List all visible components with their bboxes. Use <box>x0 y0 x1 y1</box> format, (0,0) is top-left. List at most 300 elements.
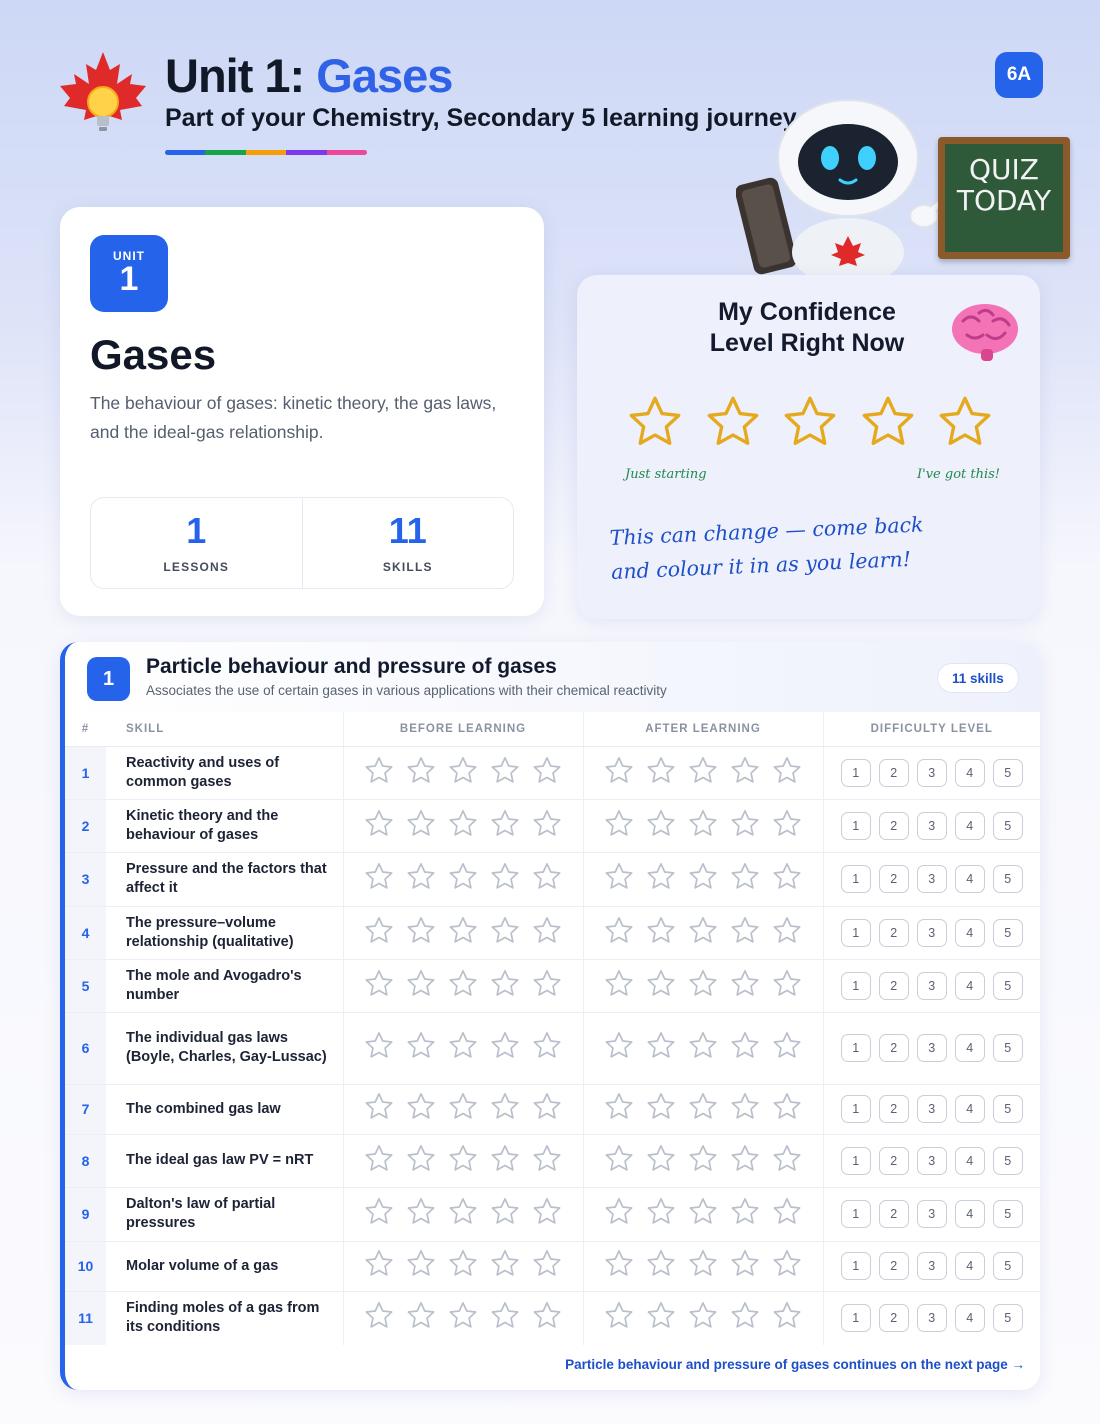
difficulty-option[interactable]: 5 <box>993 1304 1023 1332</box>
difficulty-option[interactable]: 4 <box>955 1252 985 1280</box>
before-learning-star-rating[interactable] <box>363 1300 563 1336</box>
skill-number: 10 <box>65 1241 106 1291</box>
skill-row <box>65 1241 1040 1291</box>
star-icon[interactable] <box>447 755 479 791</box>
star-icon[interactable] <box>687 968 719 1004</box>
difficulty-option[interactable]: 3 <box>917 812 947 840</box>
star-icon[interactable] <box>645 1091 677 1127</box>
star-icon[interactable] <box>405 1030 437 1066</box>
star-icon[interactable] <box>363 755 395 791</box>
after-learning-cell <box>583 906 823 959</box>
after-learning-star-rating[interactable] <box>603 915 803 951</box>
difficulty-selector[interactable] <box>841 812 1023 840</box>
difficulty-option[interactable]: 4 <box>955 812 985 840</box>
column-header-difficulty: DIFFICULTY LEVEL <box>823 712 1040 746</box>
difficulty-option[interactable]: 5 <box>993 1147 1023 1175</box>
skill-row <box>65 1291 1040 1345</box>
section-subtitle: Associates the use of certain gases in various applications with their chemical reactivity <box>146 683 667 698</box>
skill-row <box>65 1012 1040 1084</box>
before-learning-cell <box>343 1134 583 1187</box>
star-icon[interactable] <box>687 1143 719 1179</box>
star-icon[interactable] <box>771 1196 803 1232</box>
difficulty-option[interactable]: 2 <box>879 1304 909 1332</box>
difficulty-option[interactable]: 3 <box>917 919 947 947</box>
star-icon[interactable] <box>771 861 803 897</box>
difficulty-option[interactable]: 1 <box>841 1304 871 1332</box>
before-learning-star-rating[interactable] <box>363 755 563 791</box>
robot-mascot <box>736 96 951 276</box>
quiz-today-chalkboard: QUIZ TODAY <box>938 137 1070 259</box>
maple-leaf-lightbulb-logo <box>58 50 148 142</box>
skill-number: 11 <box>65 1291 106 1345</box>
star-icon[interactable] <box>603 808 635 844</box>
difficulty-selector[interactable] <box>841 865 1023 893</box>
skill-number: 3 <box>65 852 106 906</box>
difficulty-option[interactable]: 2 <box>879 1252 909 1280</box>
after-learning-cell <box>583 799 823 852</box>
skill-number: 5 <box>65 959 106 1012</box>
difficulty-option[interactable]: 3 <box>917 972 947 1000</box>
after-learning-star-rating[interactable] <box>603 1030 803 1066</box>
before-learning-star-rating[interactable] <box>363 1248 563 1284</box>
difficulty-selector[interactable] <box>841 1095 1023 1123</box>
continues-next-page-link[interactable]: Particle behaviour and pressure of gases continues on the next page → <box>565 1357 1025 1372</box>
difficulty-option[interactable]: 3 <box>917 1252 947 1280</box>
star-icon[interactable] <box>531 1300 563 1336</box>
brain-icon <box>949 299 1021 363</box>
rainbow-divider <box>165 150 367 155</box>
after-learning-star-rating[interactable] <box>603 1091 803 1127</box>
skills-table <box>65 712 1040 1345</box>
difficulty-cell <box>823 852 1040 906</box>
star-icon[interactable] <box>771 1091 803 1127</box>
star-icon[interactable] <box>363 1030 395 1066</box>
star-icon[interactable] <box>603 968 635 1004</box>
star-icon[interactable] <box>603 915 635 951</box>
after-learning-cell <box>583 1134 823 1187</box>
star-icon[interactable] <box>771 1143 803 1179</box>
star-icon[interactable] <box>447 1143 479 1179</box>
difficulty-selector[interactable] <box>841 1200 1023 1228</box>
skill-name: Pressure and the factors that affect it <box>106 852 343 906</box>
skill-name: The individual gas laws (Boyle, Charles, Gay-Lussac) <box>106 1012 343 1084</box>
after-learning-star-rating[interactable] <box>603 755 803 791</box>
before-learning-star-rating[interactable] <box>363 1091 563 1127</box>
difficulty-option[interactable]: 4 <box>955 1095 985 1123</box>
difficulty-option[interactable]: 5 <box>993 1200 1023 1228</box>
star-icon[interactable] <box>771 1300 803 1336</box>
star-icon[interactable] <box>645 1248 677 1284</box>
difficulty-cell <box>823 906 1040 959</box>
skill-row <box>65 1084 1040 1134</box>
star-icon[interactable] <box>489 808 521 844</box>
column-header-skill: SKILL <box>106 712 343 746</box>
skill-row <box>65 746 1040 799</box>
star-icon[interactable] <box>687 1248 719 1284</box>
skill-name: The ideal gas law PV = nRT <box>106 1134 343 1187</box>
difficulty-option[interactable]: 4 <box>955 1304 985 1332</box>
difficulty-option[interactable]: 5 <box>993 865 1023 893</box>
star-icon[interactable] <box>531 1196 563 1232</box>
difficulty-option[interactable]: 3 <box>917 865 947 893</box>
before-learning-cell <box>343 746 583 799</box>
difficulty-option[interactable]: 2 <box>879 759 909 787</box>
difficulty-cell <box>823 959 1040 1012</box>
skill-row <box>65 959 1040 1012</box>
difficulty-cell <box>823 1084 1040 1134</box>
star-icon[interactable] <box>405 755 437 791</box>
difficulty-option[interactable]: 1 <box>841 972 871 1000</box>
after-learning-cell <box>583 1291 823 1345</box>
difficulty-selector[interactable] <box>841 1147 1023 1175</box>
star-icon[interactable] <box>729 915 761 951</box>
table-header-row <box>65 712 1040 746</box>
confidence-note: This can change — come back and colour it in as you learn! <box>609 512 924 584</box>
after-learning-cell <box>583 1187 823 1241</box>
star-icon[interactable] <box>405 808 437 844</box>
difficulty-cell <box>823 799 1040 852</box>
star-icon[interactable] <box>363 1248 395 1284</box>
difficulty-option[interactable]: 1 <box>841 759 871 787</box>
skill-number: 2 <box>65 799 106 852</box>
star-icon[interactable] <box>771 968 803 1004</box>
star-icon[interactable] <box>489 1196 521 1232</box>
difficulty-option[interactable]: 5 <box>993 1252 1023 1280</box>
star-icon[interactable] <box>363 1300 395 1336</box>
confidence-star-rating[interactable] <box>625 393 995 456</box>
difficulty-option[interactable]: 2 <box>879 972 909 1000</box>
star-icon[interactable] <box>687 1091 719 1127</box>
level-badge: 6A <box>995 52 1043 98</box>
star-icon[interactable] <box>603 1248 635 1284</box>
star-icon[interactable] <box>447 808 479 844</box>
star-icon[interactable] <box>447 1196 479 1232</box>
star-icon[interactable] <box>531 1248 563 1284</box>
confidence-title: My Confidence Level Right Now <box>709 298 905 357</box>
star-icon[interactable] <box>489 755 521 791</box>
star-icon[interactable] <box>603 1030 635 1066</box>
skill-number: 6 <box>65 1012 106 1084</box>
difficulty-option[interactable]: 4 <box>955 759 985 787</box>
after-learning-star-rating[interactable] <box>603 861 803 897</box>
difficulty-cell <box>823 1134 1040 1187</box>
star-icon[interactable] <box>603 861 635 897</box>
star-icon[interactable] <box>489 1030 521 1066</box>
difficulty-cell <box>823 1012 1040 1084</box>
difficulty-option[interactable]: 1 <box>841 1095 871 1123</box>
star-icon[interactable] <box>405 1091 437 1127</box>
skill-number: 4 <box>65 906 106 959</box>
before-learning-cell <box>343 1241 583 1291</box>
star-icon[interactable] <box>729 1300 761 1336</box>
difficulty-option[interactable]: 4 <box>955 1147 985 1175</box>
star-icon[interactable] <box>489 1300 521 1336</box>
confidence-star-icon[interactable] <box>625 393 685 456</box>
skills-section <box>60 642 1040 1390</box>
star-icon[interactable] <box>687 1030 719 1066</box>
difficulty-cell <box>823 1291 1040 1345</box>
star-icon[interactable] <box>729 808 761 844</box>
difficulty-option[interactable]: 5 <box>993 1095 1023 1123</box>
star-icon[interactable] <box>447 1300 479 1336</box>
skill-row <box>65 852 1040 906</box>
star-icon[interactable] <box>447 1248 479 1284</box>
star-icon[interactable] <box>729 968 761 1004</box>
star-icon[interactable] <box>645 915 677 951</box>
star-icon[interactable] <box>687 755 719 791</box>
after-learning-star-rating[interactable] <box>603 1143 803 1179</box>
star-icon[interactable] <box>405 1300 437 1336</box>
skill-row <box>65 1134 1040 1187</box>
unit-number-badge: UNIT 1 <box>90 235 168 312</box>
star-icon[interactable] <box>771 755 803 791</box>
difficulty-option[interactable]: 1 <box>841 1252 871 1280</box>
skill-name: The combined gas law <box>106 1084 343 1134</box>
confidence-high-label: I've got this! <box>917 467 1001 482</box>
after-learning-cell <box>583 959 823 1012</box>
column-header-after: AFTER LEARNING <box>583 712 823 746</box>
before-learning-cell <box>343 1291 583 1345</box>
star-icon[interactable] <box>363 1143 395 1179</box>
skill-number: 1 <box>65 746 106 799</box>
difficulty-option[interactable]: 5 <box>993 812 1023 840</box>
star-icon[interactable] <box>687 915 719 951</box>
star-icon[interactable] <box>645 1143 677 1179</box>
star-icon[interactable] <box>489 915 521 951</box>
before-learning-star-rating[interactable] <box>363 1030 563 1066</box>
before-learning-cell <box>343 1012 583 1084</box>
after-learning-cell <box>583 852 823 906</box>
difficulty-cell <box>823 1241 1040 1291</box>
before-learning-star-rating[interactable] <box>363 968 563 1004</box>
difficulty-option[interactable]: 4 <box>955 1034 985 1062</box>
difficulty-option[interactable]: 3 <box>917 1147 947 1175</box>
star-icon[interactable] <box>363 861 395 897</box>
stat-lessons: 1 LESSONS <box>163 510 230 574</box>
skill-name: Finding moles of a gas from its conditions <box>106 1291 343 1345</box>
section-number-badge: 1 <box>87 657 130 701</box>
star-icon[interactable] <box>405 861 437 897</box>
difficulty-option[interactable]: 4 <box>955 972 985 1000</box>
star-icon[interactable] <box>729 1196 761 1232</box>
difficulty-option[interactable]: 4 <box>955 1200 985 1228</box>
before-learning-star-rating[interactable] <box>363 915 563 951</box>
star-icon[interactable] <box>405 1143 437 1179</box>
star-icon[interactable] <box>603 755 635 791</box>
difficulty-selector[interactable] <box>841 1034 1023 1062</box>
after-learning-cell <box>583 1084 823 1134</box>
confidence-card <box>577 275 1040 619</box>
difficulty-option[interactable]: 2 <box>879 812 909 840</box>
difficulty-option[interactable]: 2 <box>879 919 909 947</box>
star-icon[interactable] <box>531 968 563 1004</box>
skill-number: 9 <box>65 1187 106 1241</box>
after-learning-cell <box>583 1241 823 1291</box>
star-icon[interactable] <box>645 1030 677 1066</box>
star-icon[interactable] <box>771 1030 803 1066</box>
difficulty-cell <box>823 1187 1040 1241</box>
star-icon[interactable] <box>645 968 677 1004</box>
star-icon[interactable] <box>405 968 437 1004</box>
difficulty-option[interactable]: 1 <box>841 812 871 840</box>
star-icon[interactable] <box>405 915 437 951</box>
star-icon[interactable] <box>405 1248 437 1284</box>
section-title: Particle behaviour and pressure of gases <box>146 655 557 678</box>
after-learning-cell <box>583 1012 823 1084</box>
star-icon[interactable] <box>771 1248 803 1284</box>
difficulty-selector[interactable] <box>841 972 1023 1000</box>
star-icon[interactable] <box>363 915 395 951</box>
before-learning-cell <box>343 799 583 852</box>
star-icon[interactable] <box>687 861 719 897</box>
skill-number: 7 <box>65 1084 106 1134</box>
star-icon[interactable] <box>489 968 521 1004</box>
difficulty-cell <box>823 746 1040 799</box>
star-icon[interactable] <box>489 1248 521 1284</box>
page-title: Unit 1: Gases <box>165 49 453 102</box>
before-learning-cell <box>343 959 583 1012</box>
skill-name: Reactivity and uses of common gases <box>106 746 343 799</box>
difficulty-option[interactable]: 1 <box>841 1147 871 1175</box>
star-icon[interactable] <box>645 755 677 791</box>
star-icon[interactable] <box>645 861 677 897</box>
confidence-star-icon[interactable] <box>935 393 995 456</box>
difficulty-option[interactable]: 2 <box>879 1200 909 1228</box>
difficulty-selector[interactable] <box>841 919 1023 947</box>
after-learning-cell <box>583 746 823 799</box>
difficulty-option[interactable]: 3 <box>917 1200 947 1228</box>
difficulty-option[interactable]: 5 <box>993 972 1023 1000</box>
star-icon[interactable] <box>447 915 479 951</box>
difficulty-option[interactable]: 2 <box>879 1147 909 1175</box>
star-icon[interactable] <box>363 968 395 1004</box>
star-icon[interactable] <box>531 755 563 791</box>
section-header <box>65 642 1040 712</box>
before-learning-star-rating[interactable] <box>363 808 563 844</box>
confidence-low-label: Just starting <box>625 467 707 482</box>
star-icon[interactable] <box>603 1196 635 1232</box>
skill-number: 8 <box>65 1134 106 1187</box>
star-icon[interactable] <box>405 1196 437 1232</box>
skills-count-pill: 11 skills <box>937 663 1019 693</box>
difficulty-option[interactable]: 3 <box>917 759 947 787</box>
difficulty-option[interactable]: 1 <box>841 865 871 893</box>
star-icon[interactable] <box>363 808 395 844</box>
skill-row <box>65 1187 1040 1241</box>
star-icon[interactable] <box>531 808 563 844</box>
difficulty-option[interactable]: 2 <box>879 1034 909 1062</box>
after-learning-star-rating[interactable] <box>603 968 803 1004</box>
skill-name: The pressure–volume relationship (qualitative) <box>106 906 343 959</box>
after-learning-star-rating[interactable] <box>603 1196 803 1232</box>
star-icon[interactable] <box>363 1091 395 1127</box>
star-icon[interactable] <box>363 1196 395 1232</box>
star-icon[interactable] <box>447 1091 479 1127</box>
star-icon[interactable] <box>771 915 803 951</box>
difficulty-option[interactable]: 1 <box>841 919 871 947</box>
skill-name: Dalton's law of partial pressures <box>106 1187 343 1241</box>
before-learning-star-rating[interactable] <box>363 1196 563 1232</box>
difficulty-option[interactable]: 5 <box>993 1034 1023 1062</box>
star-icon[interactable] <box>447 861 479 897</box>
star-icon[interactable] <box>531 1030 563 1066</box>
difficulty-option[interactable]: 5 <box>993 919 1023 947</box>
star-icon[interactable] <box>603 1091 635 1127</box>
star-icon[interactable] <box>531 861 563 897</box>
after-learning-star-rating[interactable] <box>603 1248 803 1284</box>
after-learning-star-rating[interactable] <box>603 1300 803 1336</box>
unit-description: The behaviour of gases: kinetic theory, the gas laws, and the ideal-gas relationship. <box>90 393 497 442</box>
skill-name: Kinetic theory and the behaviour of gases <box>106 799 343 852</box>
difficulty-option[interactable]: 1 <box>841 1034 871 1062</box>
star-icon[interactable] <box>531 1143 563 1179</box>
stat-skills: 11 SKILLS <box>302 498 514 588</box>
skill-name: Molar volume of a gas <box>106 1241 343 1291</box>
star-icon[interactable] <box>687 808 719 844</box>
difficulty-option[interactable]: 1 <box>841 1200 871 1228</box>
star-icon[interactable] <box>729 1030 761 1066</box>
star-icon[interactable] <box>729 1091 761 1127</box>
unit-name: Gases <box>90 331 217 378</box>
unit-summary-card <box>60 207 544 616</box>
difficulty-option[interactable]: 4 <box>955 919 985 947</box>
difficulty-option[interactable]: 4 <box>955 865 985 893</box>
star-icon[interactable] <box>729 1143 761 1179</box>
difficulty-option[interactable]: 5 <box>993 759 1023 787</box>
star-icon[interactable] <box>531 1091 563 1127</box>
before-learning-cell <box>343 906 583 959</box>
column-header-number: # <box>65 712 106 746</box>
confidence-star-icon[interactable] <box>703 393 763 456</box>
before-learning-cell <box>343 1084 583 1134</box>
star-icon[interactable] <box>729 755 761 791</box>
difficulty-selector[interactable] <box>841 1252 1023 1280</box>
star-icon[interactable] <box>603 1143 635 1179</box>
before-learning-star-rating[interactable] <box>363 861 563 897</box>
difficulty-option[interactable]: 3 <box>917 1304 947 1332</box>
confidence-star-icon[interactable] <box>780 393 840 456</box>
before-learning-cell <box>343 1187 583 1241</box>
difficulty-selector[interactable] <box>841 1304 1023 1332</box>
difficulty-option[interactable]: 2 <box>879 865 909 893</box>
confidence-star-icon[interactable] <box>858 393 918 456</box>
difficulty-option[interactable]: 3 <box>917 1034 947 1062</box>
star-icon[interactable] <box>687 1196 719 1232</box>
skill-row <box>65 799 1040 852</box>
star-icon[interactable] <box>489 1143 521 1179</box>
star-icon[interactable] <box>645 1196 677 1232</box>
star-icon[interactable] <box>489 861 521 897</box>
column-header-before: BEFORE LEARNING <box>343 712 583 746</box>
difficulty-option[interactable]: 2 <box>879 1095 909 1123</box>
difficulty-selector[interactable] <box>841 759 1023 787</box>
star-icon[interactable] <box>729 1248 761 1284</box>
after-learning-star-rating[interactable] <box>603 808 803 844</box>
before-learning-star-rating[interactable] <box>363 1143 563 1179</box>
star-icon[interactable] <box>603 1300 635 1336</box>
star-icon[interactable] <box>687 1300 719 1336</box>
star-icon[interactable] <box>447 968 479 1004</box>
difficulty-option[interactable]: 3 <box>917 1095 947 1123</box>
unit-stats <box>90 497 514 589</box>
star-icon[interactable] <box>729 861 761 897</box>
star-icon[interactable] <box>771 808 803 844</box>
star-icon[interactable] <box>489 1091 521 1127</box>
star-icon[interactable] <box>645 1300 677 1336</box>
star-icon[interactable] <box>531 915 563 951</box>
star-icon[interactable] <box>447 1030 479 1066</box>
star-icon[interactable] <box>645 808 677 844</box>
